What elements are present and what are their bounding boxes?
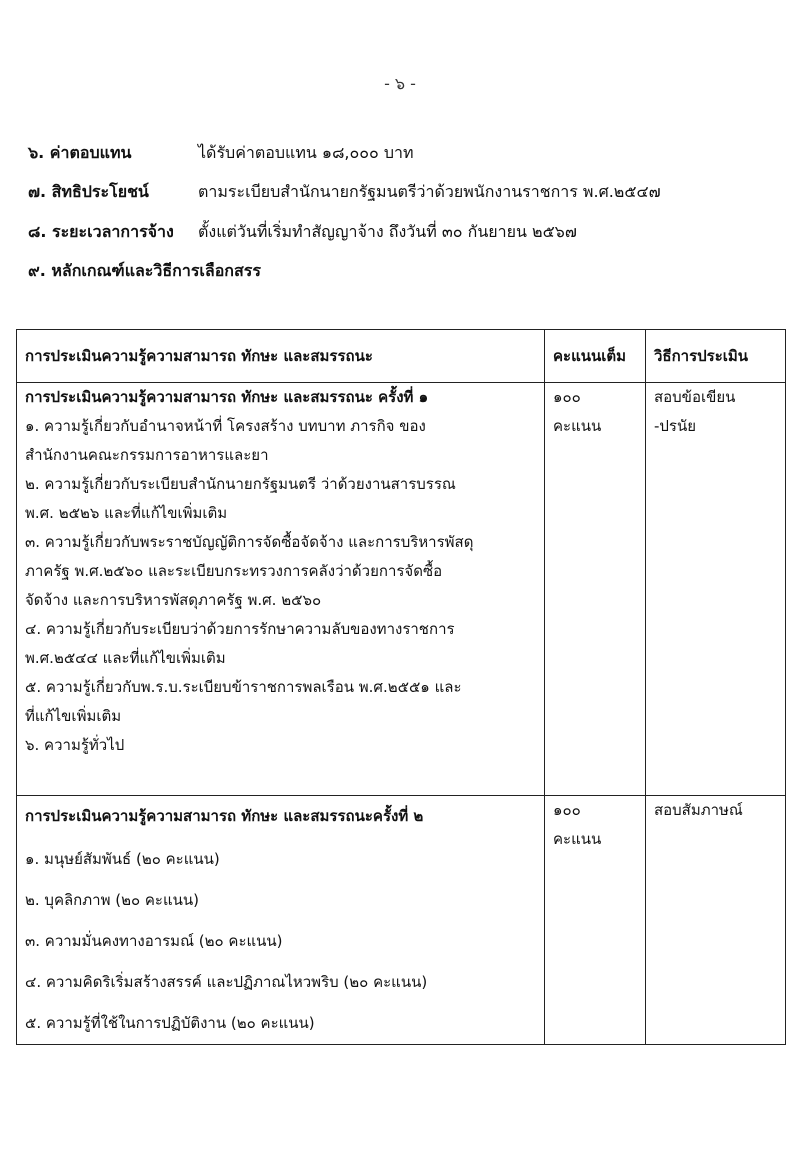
info-value: ได้รับค่าตอบแทน ๑๘,๐๐๐ บาท <box>198 143 414 162</box>
list-item: ๒. บุคลิกภาพ (๒๐ คะแนน) <box>25 891 200 909</box>
method-cell <box>646 796 786 1045</box>
list-item: ๕. ความรู้ที่ใช้ในการปฏิบัติงาน (๒๐ คะแนน) <box>25 1014 315 1032</box>
assessment-cell <box>17 796 545 1045</box>
info-label: ๖. ค่าตอบแทน <box>28 143 132 162</box>
list-item: ๔. ความรู้เกี่ยวกับระเบียบว่าด้วยการรักษาความลับของทางราชการ <box>25 620 455 638</box>
score-unit: คะแนน <box>553 830 602 848</box>
method-value: สอบสัมภาษณ์ <box>654 801 743 819</box>
header-method: วิธีการประเมิน <box>646 330 786 383</box>
table-header-row <box>17 330 786 383</box>
header-assessment: การประเมินความรู้ความสามารถ ทักษะ และสมรรถนะ <box>17 330 545 383</box>
score-unit: คะแนน <box>553 417 602 435</box>
info-label: ๙. หลักเกณฑ์และวิธีการเลือกสรร <box>28 261 261 280</box>
section-title: การประเมินความรู้ความสามารถ ทักษะ และสมรรถนะ ครั้งที่ ๑ <box>25 388 429 406</box>
list-item: พ.ศ.๒๕๔๔ และที่แก้ไขเพิ่มเติม <box>25 649 226 667</box>
info-value: ตามระเบียบสำนักนายกรัฐมนตรีว่าด้วยพนักงานราชการ พ.ศ.๒๕๔๗ <box>198 182 661 201</box>
table-row-round-1 <box>17 383 786 796</box>
section-title: การประเมินความรู้ความสามารถ ทักษะ และสมรรถนะครั้งที่ ๒ <box>25 807 424 825</box>
list-item: ๕. ความรู้เกี่ยวกับพ.ร.บ.ระเบียบข้าราชการพลเรือน พ.ศ.๒๕๕๑ และ <box>25 678 462 696</box>
score-cell <box>545 383 646 796</box>
list-item: ภาครัฐ พ.ศ.๒๕๖๐ และระเบียบกระทรวงการคลังว่าด้วยการจัดซื้อ <box>25 562 443 580</box>
list-item: ๑. มนุษย์สัมพันธ์ (๒๐ คะแนน) <box>25 850 220 868</box>
list-item: สำนักงานคณะกรรมการอาหารและยา <box>25 446 269 464</box>
page-number: - ๖ - <box>384 74 416 93</box>
header-full-score: คะแนนเต็ม <box>545 330 646 383</box>
info-value: ตั้งแต่วันที่เริ่มทำสัญญาจ้าง ถึงวันที่ ๓๐ กันยายน ๒๕๖๗ <box>198 222 577 241</box>
method-sub: -ปรนัย <box>654 417 697 435</box>
list-item: ๔. ความคิดริเริ่มสร้างสรรค์ และปฏิภาณไหวพริบ (๒๐ คะแนน) <box>25 973 428 991</box>
list-item: ๖. ความรู้ทั่วไป <box>25 736 125 754</box>
score-cell <box>545 796 646 1045</box>
list-item: จัดจ้าง และการบริหารพัสดุภาครัฐ พ.ศ. ๒๕๖๐ <box>25 591 322 609</box>
selection-criteria-table <box>16 329 786 1045</box>
list-item: ที่แก้ไขเพิ่มเติม <box>25 707 122 725</box>
list-item: พ.ศ. ๒๕๒๖ และที่แก้ไขเพิ่มเติม <box>25 504 228 522</box>
assessment-cell <box>17 383 545 796</box>
method-cell <box>646 383 786 796</box>
score-value: ๑๐๐ <box>553 801 581 819</box>
method-value: สอบข้อเขียน <box>654 388 736 406</box>
table-row-round-2 <box>17 796 786 1045</box>
info-label: ๘. ระยะเวลาการจ้าง <box>28 222 174 241</box>
score-value: ๑๐๐ <box>553 388 581 406</box>
list-item: ๓. ความมั่นคงทางอารมณ์ (๒๐ คะแนน) <box>25 932 283 950</box>
list-item: ๒. ความรู้เกี่ยวกับระเบียบสำนักนายกรัฐมนตรี ว่าด้วยงานสารบรรณ <box>25 475 456 493</box>
list-item: ๑. ความรู้เกี่ยวกับอำนาจหน้าที่ โครงสร้าง บทบาท ภารกิจ ของ <box>25 417 426 435</box>
info-label: ๗. สิทธิประโยชน์ <box>28 182 149 201</box>
list-item: ๓. ความรู้เกี่ยวกับพระราชบัญญัติการจัดซื้อจัดจ้าง และการบริหารพัสดุ <box>25 533 474 551</box>
